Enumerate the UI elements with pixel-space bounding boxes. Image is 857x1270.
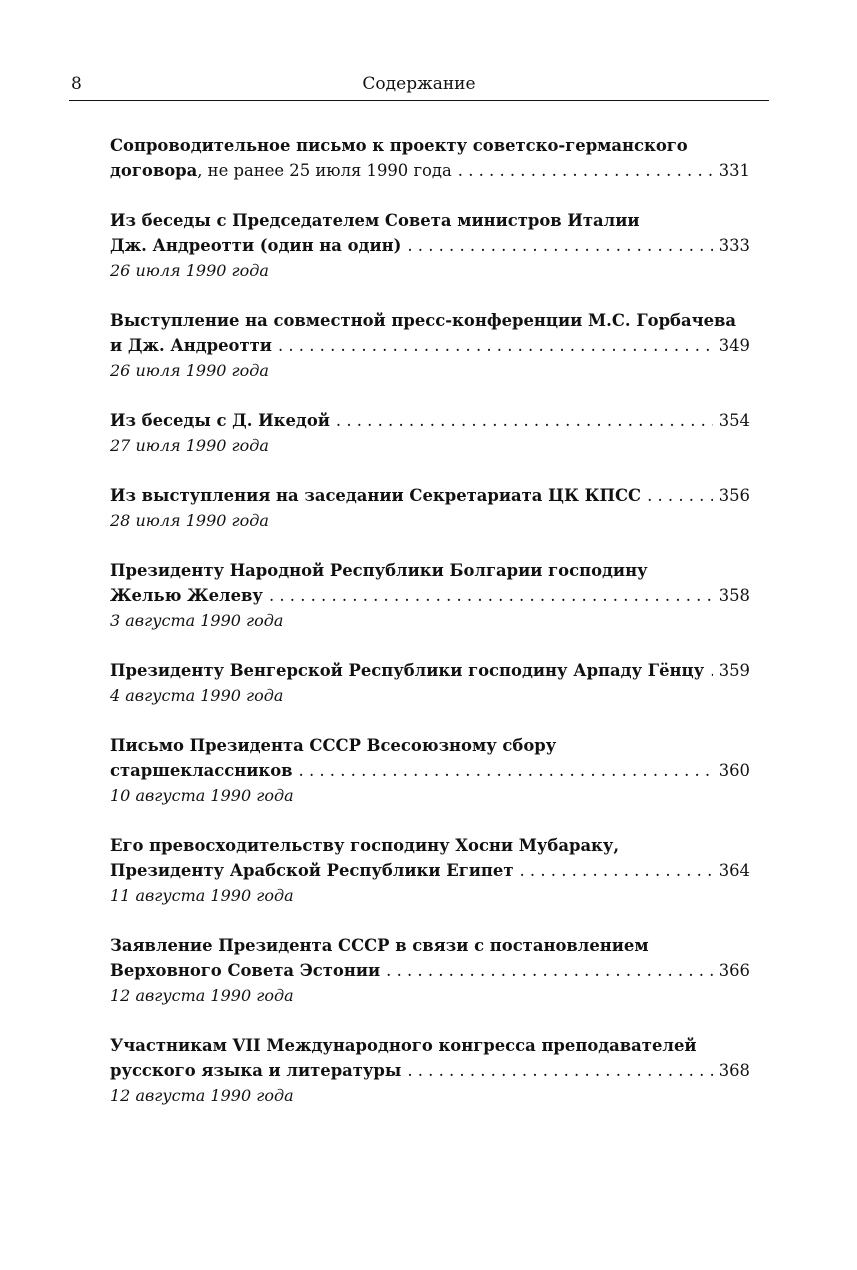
dot-leader — [710, 658, 713, 683]
toc-entry-page-number: 366 — [718, 961, 750, 980]
toc-entry-title-line: Сопроводительное письмо к проекту советско-германского — [110, 136, 688, 155]
toc-entry-page-number: 360 — [718, 761, 750, 780]
toc-entry-title-line: Заявление Президента СССР в связи с постановлением — [110, 936, 649, 955]
dot-leader — [386, 958, 713, 983]
dot-leader — [336, 408, 713, 433]
toc-entry-page-number: 359 — [718, 661, 750, 680]
dot-leader — [407, 1058, 712, 1083]
toc-entry-title-line: Участникам VII Международного конгресса преподавателей — [110, 1036, 697, 1055]
page-number: 8 — [71, 74, 82, 94]
section-title: Содержание — [362, 74, 476, 94]
toc-entry-last-line — [110, 583, 750, 608]
toc-entry-title-end: старшеклассников — [110, 761, 293, 780]
toc-entry-date: 26 июля 1990 года — [110, 261, 269, 280]
toc-entry[interactable] — [110, 933, 750, 1008]
toc-entry-last-line — [110, 333, 750, 358]
toc-entry-date: 11 августа 1990 года — [110, 886, 294, 905]
toc-entry-title-end: Дж. Андреотти (один на один) — [110, 236, 402, 255]
toc-entry-page-number: 333 — [718, 236, 750, 255]
toc-entry-last-line — [110, 758, 750, 783]
toc-entry-title-end: Из беседы с Д. Икедой — [110, 411, 330, 430]
toc-entry-page-number: 358 — [718, 586, 750, 605]
toc-entry-last-line — [110, 408, 750, 433]
toc-entry-page-number: 364 — [718, 861, 750, 880]
toc-entry-title-line: Из беседы с Председателем Совета министров Италии — [110, 211, 640, 230]
toc-entry-title-end: Желью Желеву — [110, 586, 263, 605]
toc-entry-last-line — [110, 233, 750, 258]
toc-entry-date: 12 августа 1990 года — [110, 986, 294, 1005]
toc-entry[interactable] — [110, 658, 750, 708]
toc-entry-title-line: Письмо Президента СССР Всесоюзному сбору — [110, 736, 557, 755]
toc-entry-title-end: Верховного Совета Эстонии — [110, 961, 381, 980]
toc-entry-last-line — [110, 958, 750, 983]
toc-entry-title-end: русского языка и литературы — [110, 1061, 402, 1080]
toc-entry-title-line: Президенту Народной Республики Болгарии господину — [110, 561, 648, 580]
toc-entry-date: 4 августа 1990 года — [110, 686, 284, 705]
dot-leader — [407, 233, 712, 258]
toc-entry-title-end: Из выступления на заседании Секретариата ЦК КПСС — [110, 486, 642, 505]
dot-leader — [278, 333, 713, 358]
toc-entry[interactable] — [110, 558, 750, 633]
dot-leader — [520, 858, 713, 883]
toc-entry[interactable] — [110, 483, 750, 533]
toc-entry-date: 3 августа 1990 года — [110, 611, 284, 630]
toc-entry[interactable] — [110, 733, 750, 808]
toc-entry[interactable] — [110, 133, 750, 183]
toc-entry-title-suffix: , не ранее 25 июля 1990 года — [197, 161, 452, 180]
toc-entry-last-line — [110, 158, 750, 183]
toc-entry[interactable] — [110, 833, 750, 908]
toc-entry-date: 12 августа 1990 года — [110, 1086, 294, 1105]
toc-entry-date: 26 июля 1990 года — [110, 361, 269, 380]
toc-entry-title-end: Президенту Венгерской Республики господину Арпаду Гёнцу — [110, 661, 705, 680]
toc-entry-last-line — [110, 1058, 750, 1083]
toc-entry-date: 10 августа 1990 года — [110, 786, 294, 805]
toc-entry-last-line — [110, 483, 750, 508]
toc-entry-date: 28 июля 1990 года — [110, 511, 269, 530]
toc-entry-title-line: Его превосходительству господину Хосни Мубараку, — [110, 836, 620, 855]
toc-entry-title-line: Выступление на совместной пресс-конференции М.С. Горбачева — [110, 311, 737, 330]
toc-entry[interactable] — [110, 1033, 750, 1108]
toc-entry-last-line — [110, 658, 750, 683]
dot-leader — [458, 158, 713, 183]
toc-entry-title-end: и Дж. Андреотти — [110, 336, 272, 355]
toc-entry-last-line — [110, 858, 750, 883]
toc-entry-page-number: 368 — [718, 1061, 750, 1080]
toc-entry-date: 27 июля 1990 года — [110, 436, 269, 455]
running-header — [69, 72, 769, 101]
table-of-contents — [110, 133, 750, 1133]
toc-entry[interactable] — [110, 208, 750, 283]
toc-entry-title-end: Президенту Арабской Республики Египет — [110, 861, 514, 880]
toc-entry-title-end: договора — [110, 161, 198, 180]
toc-entry-page-number: 349 — [718, 336, 750, 355]
toc-entry[interactable] — [110, 308, 750, 383]
toc-entry[interactable] — [110, 408, 750, 458]
toc-entry-page-number: 354 — [718, 411, 750, 430]
toc-entry-page-number: 356 — [718, 486, 750, 505]
dot-leader — [269, 583, 713, 608]
dot-leader — [647, 483, 713, 508]
toc-entry-page-number: 331 — [718, 161, 750, 180]
dot-leader — [299, 758, 713, 783]
